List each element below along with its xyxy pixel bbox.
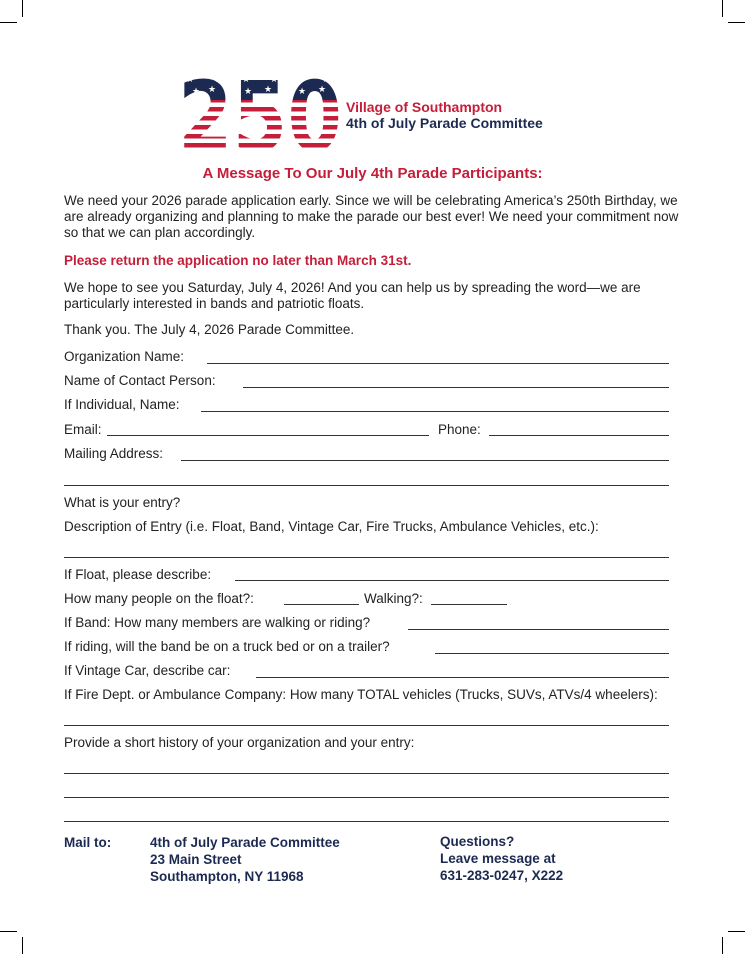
walking-input-line[interactable]: [431, 604, 507, 605]
svg-text:★: ★: [244, 87, 253, 97]
phone-input-line[interactable]: [489, 435, 669, 436]
band-members-input-line[interactable]: [408, 629, 669, 630]
svg-text:★: ★: [242, 75, 251, 85]
band-truck-label: If riding, will the band be on a truck bed or on a trailer?: [64, 639, 390, 654]
description-input-line[interactable]: [64, 557, 669, 558]
logo-250: [180, 62, 342, 159]
svg-text:★: ★: [322, 75, 331, 85]
mail-line-1: 4th of July Parade Committee: [150, 835, 340, 850]
vintage-label: If Vintage Car, describe car:: [64, 663, 231, 678]
crop-mark: [722, 937, 723, 954]
address-label: Mailing Address:: [64, 446, 164, 461]
history-input-line-2[interactable]: [64, 797, 669, 798]
individual-label: If Individual, Name:: [64, 397, 180, 412]
history-input-line-1[interactable]: [64, 773, 669, 774]
float-describe-label: If Float, please describe:: [64, 567, 212, 582]
crop-mark: [0, 22, 17, 23]
entry-question: What is your entry?: [64, 495, 181, 510]
svg-text:★: ★: [192, 87, 201, 97]
thanks-text: Thank you. The July 4, 2026 Parade Committee.: [64, 322, 355, 337]
mail-line-3: Southampton, NY 11968: [150, 869, 304, 884]
svg-text:★: ★: [270, 75, 279, 85]
history-input-line-3[interactable]: [64, 821, 669, 822]
float-people-input-line[interactable]: [284, 604, 359, 605]
contact-input-line[interactable]: [243, 387, 669, 388]
svg-text:★: ★: [200, 69, 209, 79]
intro-paragraph: We need your 2026 parade application early. Since we will be celebrating America’s 250th Birthday, we are already organizing and planning to make the parade our best ever! We need your commitment now so that we can plan accordingly.: [64, 193, 679, 240]
history-label: Provide a short history of your organization and your entry:: [64, 735, 415, 750]
organization-input-line[interactable]: [207, 363, 669, 364]
float-people-label: How many people on the float?:: [64, 591, 254, 606]
phone-label: Phone:: [438, 422, 481, 437]
walking-label: Walking?:: [364, 591, 423, 606]
crop-mark: [728, 931, 745, 932]
svg-text:★: ★: [308, 69, 317, 79]
vintage-input-line[interactable]: [256, 677, 669, 678]
fire-input-line[interactable]: [64, 725, 669, 726]
float-describe-input-line[interactable]: [235, 580, 669, 581]
crop-mark: [22, 0, 23, 17]
svg-text:★: ★: [298, 87, 307, 97]
organization-label: Organization Name:: [64, 349, 185, 364]
crop-mark: [0, 931, 17, 932]
svg-text:★: ★: [318, 85, 327, 95]
svg-text:★: ★: [214, 75, 223, 85]
svg-text:★: ★: [294, 75, 303, 85]
deadline-notice: Please return the application no later than March 31st.: [64, 253, 412, 268]
mail-line-2: 23 Main Street: [150, 852, 242, 867]
crop-mark: [722, 0, 723, 17]
page-heading: A Message To Our July 4th Parade Participants:: [202, 165, 543, 182]
svg-text:★: ★: [264, 85, 273, 95]
svg-text:★: ★: [208, 85, 217, 95]
mail-to-label: Mail to:: [64, 835, 112, 850]
individual-input-line[interactable]: [201, 411, 669, 412]
mail-address: [150, 834, 340, 885]
email-input-line[interactable]: [107, 435, 429, 436]
description-label: Description of Entry (i.e. Float, Band, Vintage Car, Fire Trucks, Ambulance Vehicles, etc.):: [64, 519, 599, 534]
address-input-line-2[interactable]: [64, 485, 669, 486]
crop-mark: [22, 937, 23, 954]
village-name: Village of Southampton: [346, 99, 503, 115]
svg-text:★: ★: [256, 69, 265, 79]
band-members-label: If Band: How many members are walking or riding?: [64, 615, 371, 630]
crop-mark: [728, 22, 745, 23]
questions-line-1: Questions?: [440, 834, 515, 849]
committee-name: 4th of July Parade Committee: [346, 115, 543, 131]
fire-label: If Fire Dept. or Ambulance Company: How many TOTAL vehicles (Trucks, SUVs, ATVs/4 wheelers):: [64, 687, 658, 702]
questions-block: [440, 833, 563, 884]
questions-phone: 631-283-0247, X222: [440, 868, 564, 883]
address-input-line[interactable]: [181, 460, 669, 461]
hope-paragraph: We hope to see you Saturday, July 4, 2026! And you can help us by spreading the word—we are particularly interested in bands and patriotic floats.: [64, 280, 641, 311]
svg-text:★: ★: [186, 75, 195, 85]
organization-header: [346, 99, 543, 131]
questions-line-2: Leave message at: [440, 851, 556, 866]
band-truck-input-line[interactable]: [435, 653, 669, 654]
email-label: Email:: [64, 422, 102, 437]
contact-label: Name of Contact Person:: [64, 373, 216, 388]
